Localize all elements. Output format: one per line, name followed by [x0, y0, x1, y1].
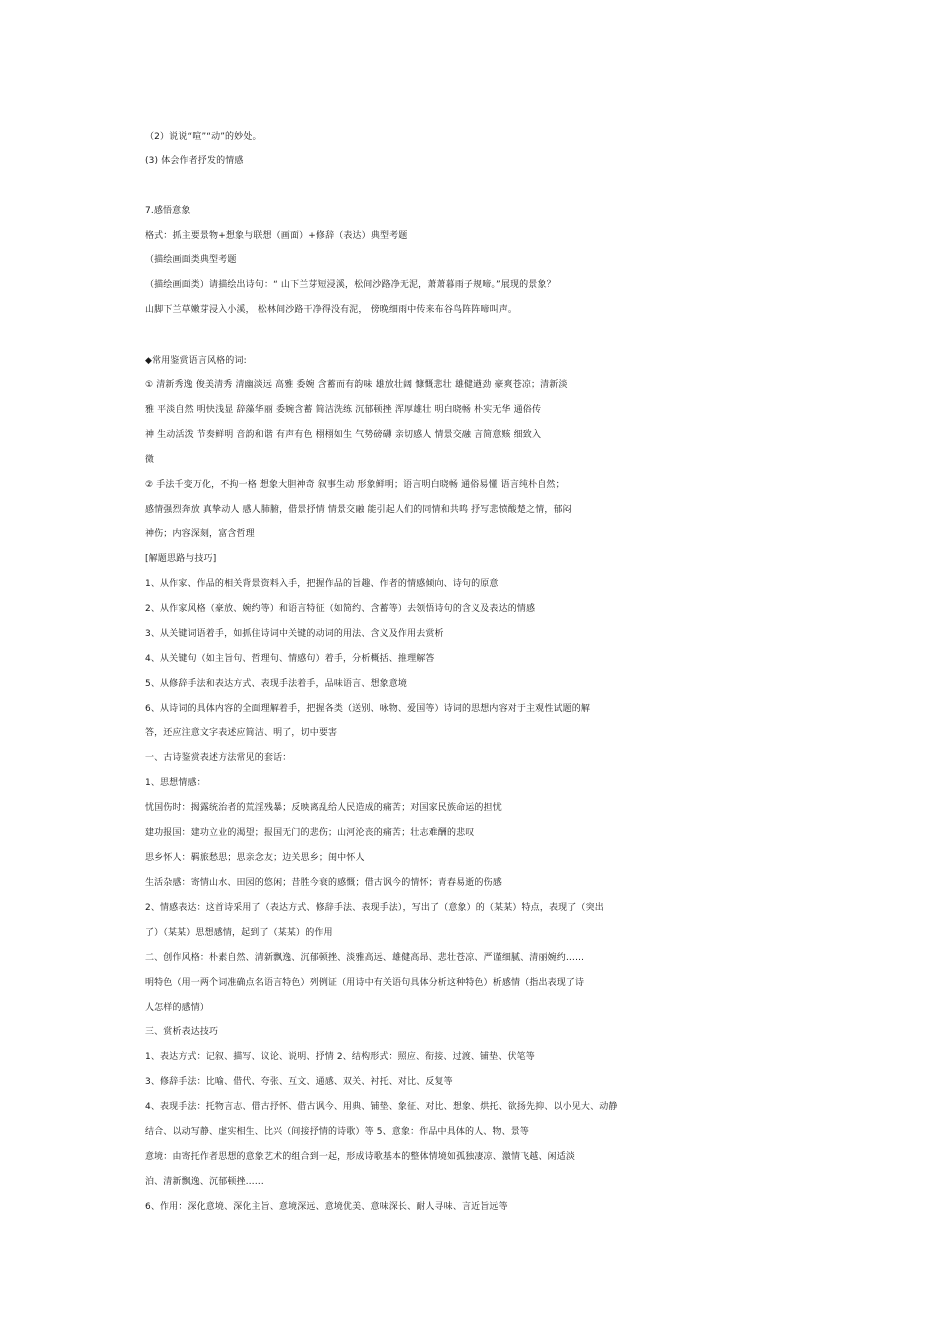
text-line: 忧国伤时：揭露统治者的荒淫残暴；反映离乱给人民造成的痛苦；对国家民族命运的担忧: [145, 803, 502, 813]
text-line: 微: [145, 455, 155, 465]
list-item: 6、从诗词的具体内容的全面理解着手，把握各类（送别、咏物、爱国等）诗词的思想内容对于主观性试题的解: [145, 704, 591, 714]
text-line: ② 手法千变万化，不拘一格 想象大胆神奇 叙事生动 形象鲜明；语言明白晓畅 通俗易懂 语言纯朴自然；: [145, 480, 565, 490]
text-line: 1、思想情感：: [145, 778, 206, 788]
text-line: ① 清新秀逸 俊美清秀 清幽淡远 高雅 委婉 含蓄而有韵味 雄放壮阔 慷慨悲壮 雄健遒劲 豪爽苍凉；清新淡: [145, 380, 568, 390]
text-line: 了）（某某）思想感情，起到了（某某）的作用: [145, 928, 333, 938]
text-line: 明特色（用一两个词准确点名语言特色）列例证（用诗中有关语句具体分析这种特色）析感情（指出表现了诗: [145, 978, 585, 988]
text-line: (3) 体会作者抒发的情感: [145, 156, 244, 166]
text-line: 泊、清新飘逸、沉郁顿挫……: [145, 1177, 264, 1187]
list-item: 6、作用：深化意境、深化主旨、意境深远、意境优美、意味深长、耐人寻味、言近旨远等: [145, 1202, 508, 1212]
text-line: 建功报国：建功立业的渴望；报国无门的悲伤；山河沦丧的痛苦；壮志难酬的悲叹: [145, 828, 475, 838]
text-line: 人怎样的感情）: [145, 1003, 210, 1013]
list-item: 3、从关键词语着手，如抓住诗词中关键的动词的用法、含义及作用去赏析: [145, 629, 444, 639]
section-heading: 7.感悟意象: [145, 206, 191, 216]
list-item: 1、从作家、作品的相关背景资料入手，把握作品的旨趣、作者的情感倾向、诗句的原意: [145, 579, 499, 589]
list-item: 4、从关键句（如主旨句、哲理句、情感句）着手，分析概括、推理解答: [145, 654, 435, 664]
text-line: 思乡怀人：羁旅愁思；思亲念友；边关思乡；闺中怀人: [145, 853, 365, 863]
text-line: （描绘画面类典型考题: [145, 255, 237, 265]
section-heading: ◆常用鉴赏语言风格的词:: [145, 356, 247, 366]
list-item: 2、从作家风格（豪放、婉约等）和语言特征（如简约、含蓄等）去领悟诗句的含义及表达的情感: [145, 604, 536, 614]
section-heading: [解题思路与技巧]: [145, 554, 217, 564]
text-line: 神 生动活泼 节奏鲜明 音韵和谐 有声有色 栩栩如生 气势磅礴 亲切感人 情景交融 言简意赅 细致入: [145, 430, 542, 440]
list-item: 5、从修辞手法和表达方式、表现手法着手，品味语言、想象意境: [145, 679, 408, 689]
list-item: 3、修辞手法：比喻、借代、夸张、互文、通感、双关、衬托、对比、反复等: [145, 1077, 453, 1087]
text-line: 二、创作风格：朴素自然、清新飘逸、沉郁顿挫、淡雅高远、雄健高昂、悲壮苍凉、严谨细腻、清丽婉约……: [145, 953, 585, 963]
text-line: 格式：抓主要景物+想象与联想（画面）+修辞（表达）典型考题: [145, 231, 408, 241]
list-item: 1、表达方式：记叙、描写、议论、说明、抒情 2、结构形式：照应、衔接、过渡、铺垫、伏笔等: [145, 1052, 535, 1062]
text-line: 2、情感表达：这首诗采用了（表达方式、修辞手法、表现手法），写出了（意象）的（某某）特点，表现了（突出: [145, 903, 604, 913]
text-line: （描绘画面类）请描绘出诗句：“ 山下兰芽短浸溪，松间沙路净无泥，萧萧暮雨子规啼。”展现的景象？: [145, 280, 556, 290]
text-line: 答，还应注意文字表述应简洁、明了，切中要害: [145, 728, 338, 738]
text-line: 雅 平淡自然 明快浅显 辞藻华丽 委婉含蓄 简洁洗练 沉郁顿挫 浑厚雄壮 明白晓畅 朴实无华 通俗传: [145, 405, 542, 415]
section-heading: 三、赏析表达技巧: [145, 1027, 219, 1037]
section-heading: 一、古诗鉴赏表述方法常见的套话：: [145, 753, 292, 763]
text-line: 神伤；内容深刻，富含哲理: [145, 529, 255, 539]
text-line: （2）说说“喧”“动”的妙处。: [145, 132, 262, 142]
list-item: 4、表现手法：托物言志、借古抒怀、借古讽今、用典、铺垫、象征、对比、想象、烘托、欲扬先抑、以小见大、动静: [145, 1102, 618, 1112]
text-line: 山脚下兰草嫩芽浸入小溪， 松林间沙路干净得没有泥， 傍晚细雨中传来布谷鸟阵阵啼叫声。: [145, 305, 518, 315]
text-line: 结合、以动写静、虚实相生、比兴（间接抒情的诗歌）等 5、意象：作品中具体的人、物、景等: [145, 1127, 530, 1137]
text-line: 感情强烈奔放 真挚动人 感人肺腑，借景抒情 情景交融 能引起人们的同情和共鸣 抒写悲愤酸楚之情，郁闷: [145, 505, 572, 515]
text-line: 生活杂感：寄情山水、田园的悠闲；昔胜今衰的感慨；借古讽今的情怀；青春易逝的伤感: [145, 878, 502, 888]
text-line: 意境：由寄托作者思想的意象艺术的组合到一起，形成诗歌基本的整体情境如孤独凄凉、激情飞越、闲适淡: [145, 1152, 576, 1162]
